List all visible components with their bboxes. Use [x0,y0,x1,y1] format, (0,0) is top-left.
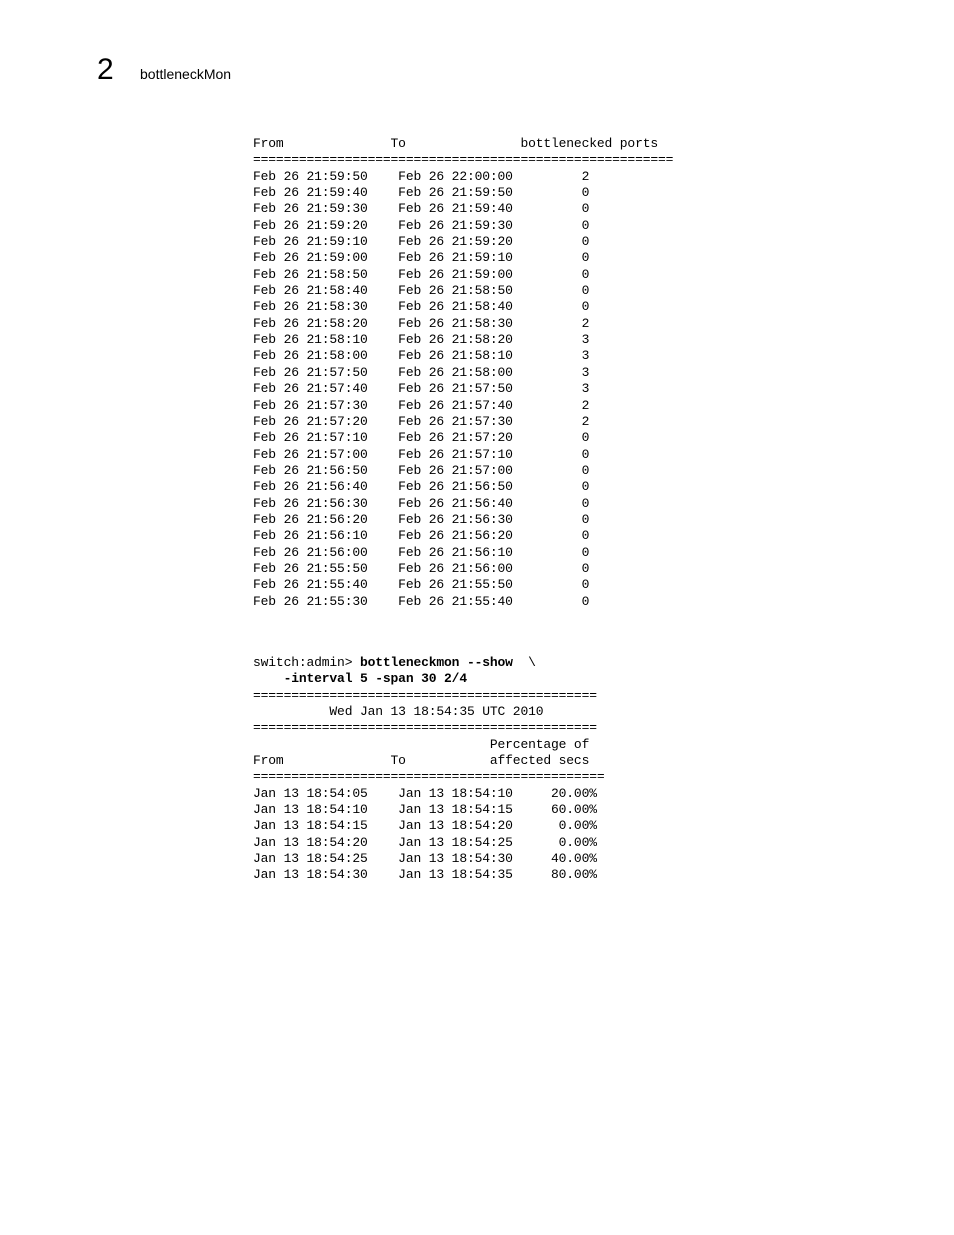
history-table-row: Feb 26 21:58:30 Feb 26 21:58:40 0 [253,299,590,315]
chapter-number: 2 [97,53,114,86]
history-table-row: Feb 26 21:58:10 Feb 26 21:58:20 3 [253,332,590,348]
history-table-row: Feb 26 21:58:00 Feb 26 21:58:10 3 [253,348,590,364]
continuation-char: \ [512,655,536,670]
section-title: bottleneckMon [140,66,232,82]
history-table-rows [253,169,673,610]
interval-separator-mid: ============================================= [253,720,597,736]
interval-table-row: Jan 13 18:54:30 Jan 13 18:54:35 80.00% [253,867,597,883]
history-table-row: Feb 26 21:57:40 Feb 26 21:57:50 3 [253,381,590,397]
history-table-row: Feb 26 21:56:00 Feb 26 21:56:10 0 [253,544,590,560]
history-table-row: Feb 26 21:59:50 Feb 26 22:00:00 2 [253,168,590,184]
interval-timestamp: Wed Jan 13 18:54:35 UTC 2010 [253,704,544,720]
history-output-block [253,136,673,610]
history-table-row: Feb 26 21:58:40 Feb 26 21:58:50 0 [253,283,590,299]
history-table-row: Feb 26 21:56:30 Feb 26 21:56:40 0 [253,495,590,511]
interval-table-rows [253,786,605,884]
history-table-row: Feb 26 21:55:30 Feb 26 21:55:40 0 [253,593,590,609]
history-table-row: Feb 26 21:55:40 Feb 26 21:55:50 0 [253,577,590,593]
interval-table-row: Jan 13 18:54:20 Jan 13 18:54:25 0.00% [253,834,597,850]
interval-table-row: Jan 13 18:54:10 Jan 13 18:54:15 60.00% [253,802,597,818]
interval-table-row: Jan 13 18:54:05 Jan 13 18:54:10 20.00% [253,785,597,801]
interval-separator-bottom: ============================================== [253,769,605,785]
history-table-row: Feb 26 21:59:10 Feb 26 21:59:20 0 [253,234,590,250]
history-table-row: Feb 26 21:57:20 Feb 26 21:57:30 2 [253,413,590,429]
history-table-row: Feb 26 21:56:40 Feb 26 21:56:50 0 [253,479,590,495]
history-table-row: Feb 26 21:59:20 Feb 26 21:59:30 0 [253,217,590,233]
history-table-row: Feb 26 21:57:50 Feb 26 21:58:00 3 [253,364,590,380]
history-table-row: Feb 26 21:57:00 Feb 26 21:57:10 0 [253,446,590,462]
history-table-row: Feb 26 21:56:20 Feb 26 21:56:30 0 [253,511,590,527]
history-table-row: Feb 26 21:56:10 Feb 26 21:56:20 0 [253,528,590,544]
page-header [0,0,954,100]
history-table-row: Feb 26 21:59:40 Feb 26 21:59:50 0 [253,185,590,201]
history-table-row: Feb 26 21:58:20 Feb 26 21:58:30 2 [253,315,590,331]
interval-output-block [253,655,605,884]
history-table-row: Feb 26 21:58:50 Feb 26 21:59:00 0 [253,266,590,282]
command-args [253,671,605,687]
history-table-row: Feb 26 21:59:30 Feb 26 21:59:40 0 [253,201,590,217]
history-table-row: Feb 26 21:57:10 Feb 26 21:57:20 0 [253,430,590,446]
interval-table-row: Jan 13 18:54:15 Jan 13 18:54:20 0.00% [253,818,597,834]
interval-table-row: Jan 13 18:54:25 Jan 13 18:54:30 40.00% [253,851,597,867]
interval-separator-top: ============================================= [253,687,597,703]
history-table-header: From To bottlenecked ports [253,136,658,151]
history-table-row: Feb 26 21:55:50 Feb 26 21:56:00 0 [253,560,590,576]
history-table-row: Feb 26 21:56:50 Feb 26 21:57:00 0 [253,462,590,478]
command-prompt: switch:admin> [253,655,360,670]
history-table-row: Feb 26 21:57:30 Feb 26 21:57:40 2 [253,397,590,413]
command-text: bottleneckmon --show [359,655,513,670]
history-table-separator: ======================================================= [253,152,674,168]
command-args-text: -interval 5 -span 30 2/4 [253,671,467,687]
interval-header-line-2: From To affected secs [253,753,590,769]
history-table-row: Feb 26 21:59:00 Feb 26 21:59:10 0 [253,250,590,266]
command-line [253,655,605,671]
interval-header-line-1: Percentage of [253,736,590,752]
